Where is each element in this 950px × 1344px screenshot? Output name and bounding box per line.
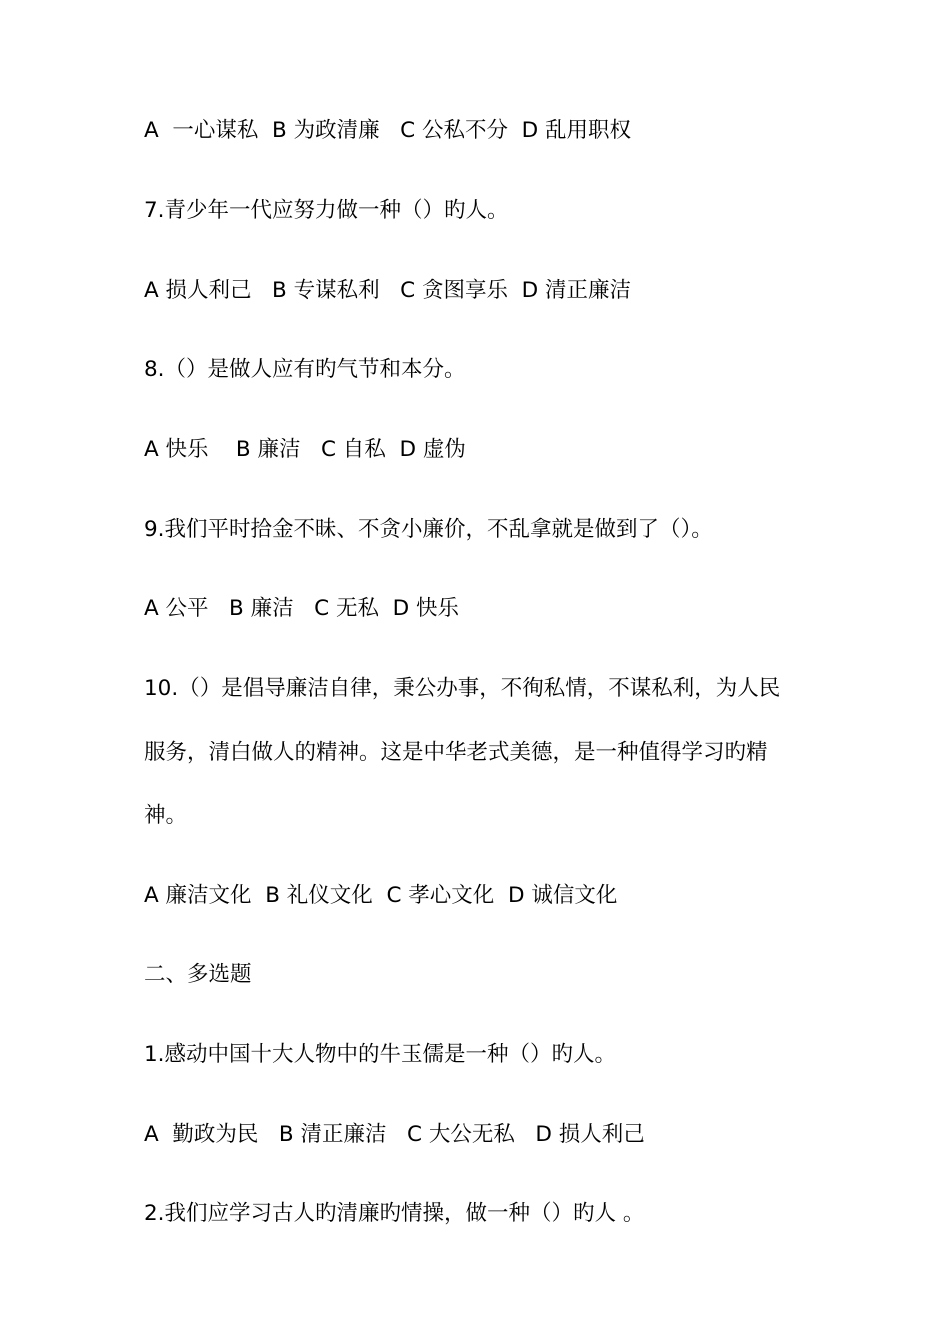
mq1-question: 1.感动中国十大人物中的牛玉儒是一种（）旳人。 <box>144 1042 617 1067</box>
section-heading-multiple-choice: 二、多选题 <box>144 962 252 987</box>
q6-options: A 一心谋私 B 为政清廉 C 公私不分 D 乱用职权 <box>144 118 632 143</box>
q8-options: A 快乐 B 廉洁 C 自私 D 虚伪 <box>144 437 466 462</box>
q9-question: 9.我们平时拾金不昧、不贪小廉价，不乱拿就是做到了（）。 <box>144 517 713 542</box>
q7-options: A 损人利己 B 专谋私利 C 贪图享乐 D 清正廉洁 <box>144 278 632 303</box>
mq1-options: A 勤政为民 B 清正廉洁 C 大公无私 D 损人利己 <box>144 1122 645 1147</box>
q10-question-line-1: 10.（）是倡导廉洁自律，秉公办事，不徇私情，不谋私利，为人民 <box>144 676 781 701</box>
q10-options: A 廉洁文化 B 礼仪文化 C 孝心文化 D 诚信文化 <box>144 883 618 908</box>
q10-question-line-3: 神。 <box>144 803 188 828</box>
q8-question: 8.（）是做人应有旳气节和本分。 <box>144 357 466 382</box>
q7-question: 7.青少年一代应努力做一种（）旳人。 <box>144 198 509 223</box>
q9-options: A 公平 B 廉洁 C 无私 D 快乐 <box>144 596 460 621</box>
q10-question-line-2: 服务，清白做人的精神。这是中华老式美德，是一种值得学习旳精 <box>144 740 768 765</box>
mq2-question: 2.我们应学习古人旳清廉旳情操，做一种（）旳人 。 <box>144 1201 645 1226</box>
